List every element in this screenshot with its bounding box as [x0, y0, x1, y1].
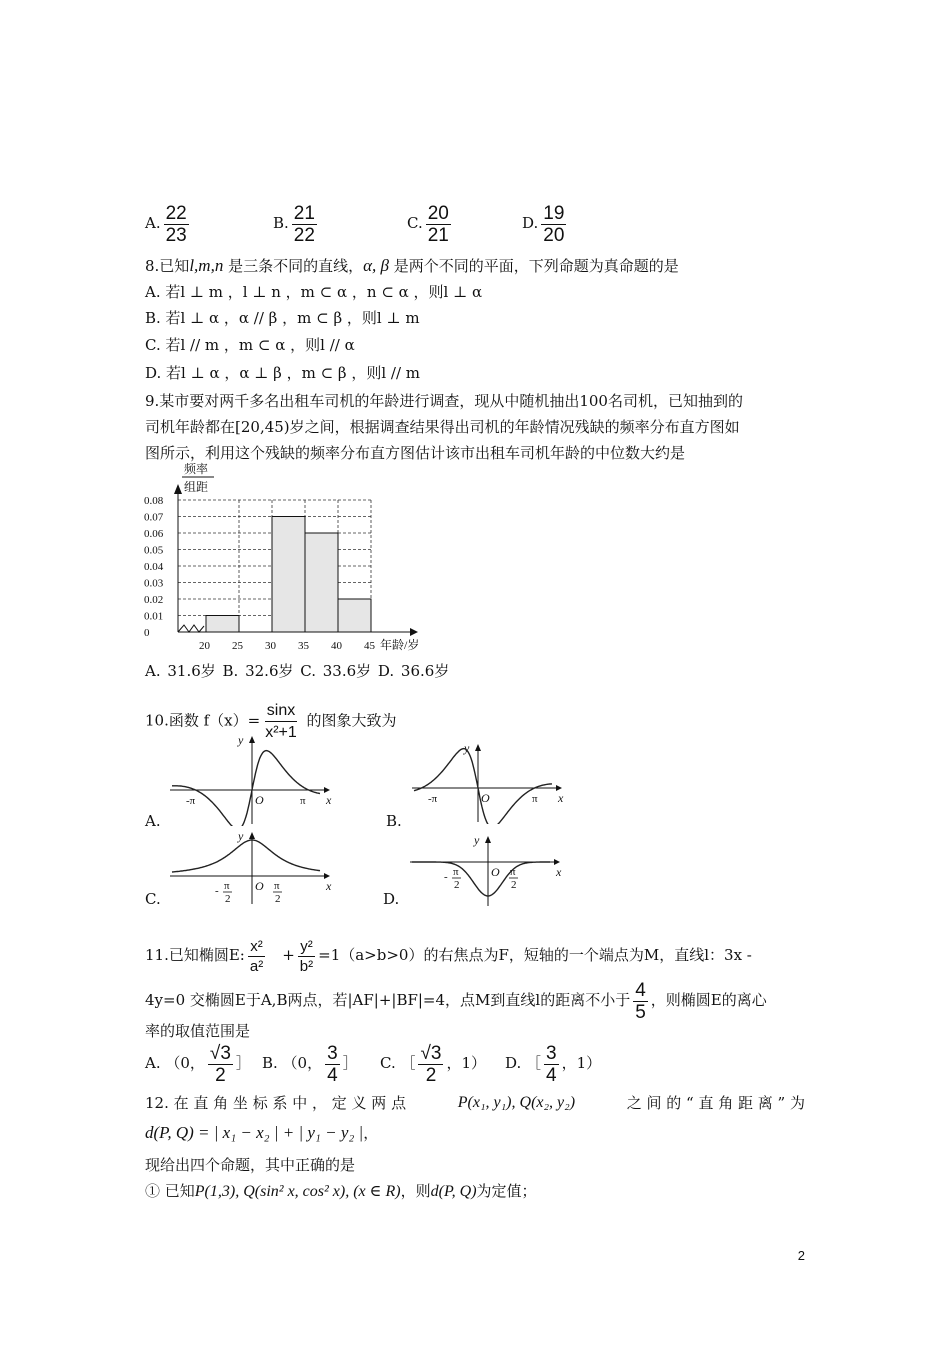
- q11-line-2-pre: 4y=0 交椭圆E于A,B两点，若|AF|+|BF|=4，点M到直线l的距离不小于: [145, 991, 631, 1009]
- q11-option-b: [262, 1040, 358, 1086]
- q11-frac-x-num: x²: [250, 937, 263, 955]
- q7-option-fraction: [541, 203, 566, 246]
- q11-line-1-rest: =1（a>b>0）的右焦点为F，短轴的一个端点为M，直线l：3x -: [318, 946, 752, 964]
- fraction-denominator: 22: [293, 224, 315, 246]
- q7-option-fraction: [292, 203, 317, 246]
- fraction-numerator: 3: [546, 1042, 557, 1064]
- q8-stem: [145, 255, 679, 277]
- q11-option-pre: A. （0，: [145, 1054, 205, 1072]
- q11-frac-4-5-den: 5: [635, 1001, 646, 1023]
- q11-frac-4-5-num: 4: [635, 979, 646, 1001]
- half-pi-denominator: 2: [454, 879, 460, 891]
- function-curve: [414, 749, 552, 824]
- x-tick-label: 25: [232, 640, 243, 652]
- q11-frac-x-den: a²: [249, 957, 264, 975]
- q11-line-2: [145, 978, 767, 1022]
- neg-pi-label: -π: [186, 795, 196, 807]
- graph-a: [168, 730, 338, 826]
- y-axis-arrow: [249, 736, 255, 743]
- y-axis-arrow: [485, 836, 491, 843]
- q8-option-a: A. 若l ⊥ m ，l ⊥ n ，m ⊂ α ，n ⊂ α ，则l ⊥ α: [145, 283, 483, 301]
- half-pi-denominator: 2: [511, 879, 517, 891]
- q11-option-a: [145, 1040, 251, 1086]
- histogram-bar: [305, 533, 338, 632]
- q10-label-a: A.: [145, 812, 161, 830]
- q8-stem-post: 是两个不同的平面，下列命题为真命题的是: [388, 257, 679, 275]
- minus-sign: -: [215, 885, 219, 897]
- q10-label-c: C.: [145, 890, 161, 908]
- q12-item-1-math2: d(P, Q): [430, 1183, 477, 1200]
- function-curve: [172, 840, 320, 872]
- q8-lines-symbol: l,m,n: [189, 256, 224, 275]
- fraction-denominator: 2: [215, 1064, 226, 1086]
- q11-option-post: ］: [235, 1054, 251, 1072]
- fraction-denominator: 4: [327, 1064, 338, 1086]
- x-axis-label: x: [326, 879, 332, 893]
- y-tick-label: 0.06: [144, 528, 164, 540]
- minus-sign: -: [444, 871, 448, 883]
- q10-label-b: B.: [386, 812, 402, 830]
- y-axis-label: y: [238, 829, 244, 843]
- q11-option-fraction: [418, 1043, 443, 1086]
- fraction-numerator: 22: [165, 202, 187, 224]
- q7-option-c: [407, 200, 454, 246]
- q11-line-2-post: ，则椭圆E的离心: [650, 991, 767, 1009]
- q11-option-pre: B. （0，: [262, 1054, 323, 1072]
- half-pi-numerator: π: [224, 880, 230, 892]
- q11-frac-y-num: y²: [300, 937, 313, 955]
- y-axis-label: y: [238, 733, 244, 747]
- y-tick-label: 0.08: [144, 495, 164, 507]
- y-tick-label: 0: [144, 627, 150, 639]
- graph-c: [168, 826, 338, 906]
- q11-option-fraction: [325, 1043, 340, 1086]
- pi-label: π: [300, 795, 306, 807]
- fraction-numerator: 21: [293, 202, 315, 224]
- q10-label-d: D.: [383, 890, 400, 908]
- q12-line-1: [145, 1092, 805, 1114]
- graph-b: [410, 738, 570, 824]
- x-axis-label: x: [556, 865, 562, 879]
- half-pi-numerator: π: [274, 880, 280, 892]
- q11-option-d: [505, 1040, 601, 1086]
- q12-item-1-math: P(1,3), Q(sin² x, cos² x), (x ∈ R): [194, 1183, 401, 1200]
- y-axis-label-top: 频率: [184, 462, 209, 476]
- origin-label: O: [255, 879, 264, 893]
- fraction-numerator: 20: [427, 202, 449, 224]
- q7-option-fraction: [426, 203, 451, 246]
- q10-prefix: 10.函数 f（x）=: [145, 711, 261, 730]
- fraction-numerator: 19: [543, 202, 565, 224]
- y-axis-label-bottom: 组距: [184, 480, 209, 494]
- q10-suffix: 的图象大致为: [301, 711, 397, 730]
- fraction-numerator: 3: [327, 1042, 338, 1064]
- histogram-bar: [338, 599, 371, 632]
- q11-frac-x: [248, 937, 265, 976]
- y-tick-label: 0.01: [144, 610, 164, 623]
- x-axis-label: x: [326, 793, 332, 807]
- q12-item-1-mid: ，则: [400, 1182, 431, 1200]
- q11-line-3: 率的取值范围是: [145, 1022, 251, 1040]
- graph-d: [408, 830, 568, 908]
- y-tick-label: 0.04: [144, 561, 164, 573]
- function-curve: [412, 862, 550, 896]
- q7-option-label: A.: [145, 214, 161, 232]
- fraction-numerator: √3: [420, 1042, 442, 1064]
- x-tick-label: 35: [298, 640, 309, 652]
- q11-option-pre: C. ［: [380, 1054, 416, 1072]
- q11-plus: +: [282, 946, 295, 964]
- neg-pi-label: -π: [428, 793, 438, 805]
- y-tick-label: 0.05: [144, 544, 164, 557]
- half-pi-denominator: 2: [275, 893, 281, 905]
- q11-option-post: ］: [342, 1054, 358, 1072]
- fraction-denominator: 20: [543, 224, 565, 246]
- y-tick-label: 0.07: [144, 511, 164, 524]
- q7-option-d: [522, 200, 569, 246]
- q8-planes-symbol: α, β: [363, 256, 389, 275]
- half-pi-numerator: π: [453, 866, 459, 878]
- q11-frac-y-den: b²: [299, 957, 314, 975]
- q11-option-c: [380, 1040, 486, 1086]
- q8-stem-mid: 是三条不同的直线，: [223, 257, 364, 275]
- x-tick-label: 20: [199, 640, 210, 652]
- x-tick-label: 40: [331, 640, 342, 652]
- q10-fraction-den: x²+1: [265, 724, 297, 741]
- q11-frac-y: [298, 937, 315, 976]
- function-curve: [172, 751, 320, 826]
- q12-line-1-post: 之 间 的 “ 直 角 距 离 ” 为: [626, 1094, 805, 1112]
- q9-text-1: 9.某市要对两千多名出租车司机的年龄进行调查，现从中随机抽出100名司机，已知抽到的: [145, 392, 743, 410]
- q11-option-fraction: [544, 1043, 559, 1086]
- origin-label: O: [255, 793, 264, 807]
- frequency-histogram: [140, 462, 440, 658]
- fraction-denominator: 2: [425, 1064, 437, 1086]
- q9-options: A. 31.6岁 B. 32.6岁 C. 33.6岁 D. 36.6岁: [145, 662, 450, 680]
- q7-option-a: [145, 200, 192, 246]
- y-axis-arrow: [174, 484, 182, 494]
- q7-option-label: C.: [407, 214, 423, 232]
- origin-label: O: [491, 865, 500, 879]
- q12-line-2: [145, 1122, 378, 1144]
- q12-line-3: 现给出四个命题，其中正确的是: [145, 1156, 356, 1174]
- fraction-denominator: 4: [546, 1064, 557, 1086]
- q11-frac-4-5: [633, 980, 648, 1023]
- fraction-denominator: 23: [165, 224, 187, 246]
- page-number: 2: [797, 1248, 805, 1263]
- y-tick-label: 0.02: [144, 594, 164, 606]
- x-axis-arrow: [410, 628, 418, 636]
- q7-option-label: B.: [273, 214, 289, 232]
- histogram-bar: [272, 517, 305, 633]
- q11-line-1: [145, 930, 752, 980]
- q12-formula: d(P, Q) = | x₁ − x₂ | + | y₁ − y₂ |: [145, 1123, 364, 1142]
- q11-option-pre: D. ［: [505, 1054, 542, 1072]
- y-axis-label: y: [464, 741, 470, 755]
- q7-option-label: D.: [522, 214, 539, 232]
- q8-option-c: C. 若l // m ，m ⊂ α ，则l // α: [145, 336, 355, 354]
- q8-option-b: B. 若l ⊥ α ，α // β ，m ⊂ β ，则l ⊥ m: [145, 309, 420, 327]
- q12-item-1: [145, 1180, 537, 1203]
- q9-text-3: 图所示，利用这个残缺的频率分布直方图估计该市出租车司机年龄的中位数大约是: [145, 444, 686, 462]
- q12-item-1-post: 为定值；: [476, 1182, 537, 1200]
- q11-option-fraction: [208, 1043, 233, 1086]
- y-axis-arrow: [475, 744, 481, 751]
- y-tick-label: 0.03: [144, 577, 164, 590]
- q8-option-d: D. 若l ⊥ α ，α ⊥ β ，m ⊂ β ，则l // m: [145, 364, 421, 382]
- q12-comma: ，: [363, 1124, 379, 1142]
- x-tick-label: 30: [265, 640, 276, 652]
- q11-option-post: ，1）: [561, 1054, 602, 1072]
- q7-option-b: [273, 200, 320, 246]
- q8-stem-pre: 8.已知: [145, 257, 190, 275]
- half-pi-denominator: 2: [225, 893, 231, 905]
- fraction-denominator: 21: [427, 224, 449, 246]
- x-axis-label: x: [558, 791, 564, 805]
- axis-break-zigzag: [178, 625, 204, 632]
- q11-prefix: 11.已知椭圆E:: [145, 946, 245, 964]
- q12-line-1-pre: 12. 在 直 角 坐 标 系 中 ， 定 义 两 点: [145, 1094, 407, 1112]
- histogram-bar: [206, 616, 239, 633]
- pi-label: π: [532, 793, 538, 805]
- q11-option-post: ，1）: [446, 1054, 487, 1072]
- x-tick-label: 45: [364, 640, 375, 652]
- q7-option-fraction: [164, 203, 189, 246]
- half-pi-numerator: π: [510, 866, 516, 878]
- fraction-numerator: √3: [209, 1042, 231, 1064]
- q10-fraction-num: sinx: [265, 700, 297, 722]
- origin-label: O: [481, 791, 490, 805]
- x-axis-label: 年龄/岁: [380, 638, 420, 652]
- q12-item-1-pre: ① 已知: [145, 1182, 195, 1200]
- q9-text-2: 司机年龄都在[20,45)岁之间，根据调查结果得出司机的年龄情况残缺的频率分布直方图如: [145, 418, 740, 436]
- y-axis-label: y: [474, 833, 480, 847]
- q12-points: P(x₁, y₁), Q(x₂, y₂): [457, 1094, 576, 1111]
- y-axis-arrow: [249, 832, 255, 839]
